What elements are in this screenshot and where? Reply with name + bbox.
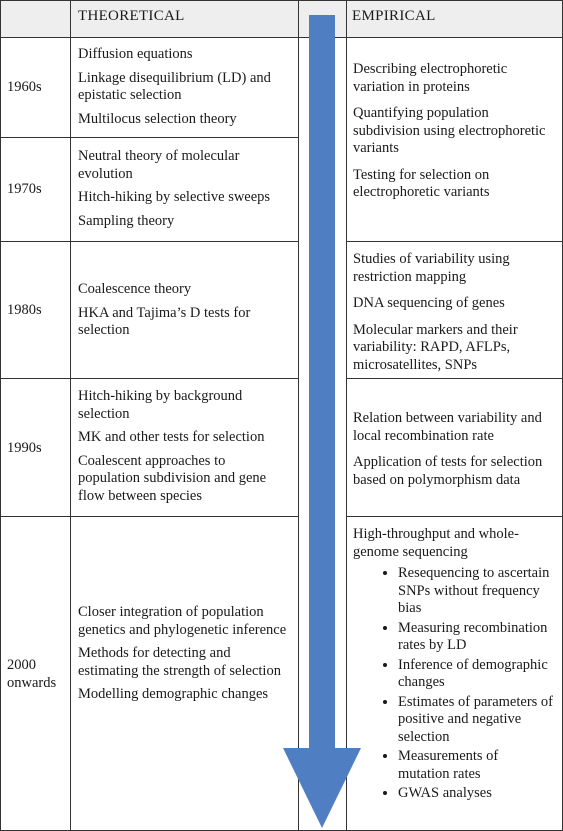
theoretical-cell-1980s (78, 281, 290, 346)
era-label-1960s: 1960s (7, 79, 42, 95)
theory-item: Neutral theory of molecular evolution (78, 148, 240, 182)
theory-item: Modelling demographic changes (78, 686, 269, 702)
era-label-1970s: 1970s (7, 181, 42, 197)
empirical-item: DNA sequencing of genes (353, 295, 505, 311)
empirical-item: Describing electrophoretic variation in proteins (353, 61, 508, 95)
theory-item: Linkage disequilibrium (LD) and epistatic selection (78, 69, 271, 103)
list-item: • Estimates of parameters of positive and negative selection (398, 694, 553, 747)
era-label-2000-onwards: 2000 onwards (7, 657, 57, 691)
header-theoretical: THEORETICAL (78, 8, 185, 24)
empirical-item: Testing for selection on electrophoretic variants (353, 166, 490, 200)
list-item: • Measurements of mutation rates (398, 748, 553, 783)
theoretical-cell-1960s (78, 46, 290, 134)
theory-item: Sampling theory (78, 212, 175, 229)
theory-item: Multilocus selection theory (78, 110, 237, 127)
theoretical-cell-2000s (78, 604, 290, 710)
empirical-item: Application of tests for selection based on polymorphism data (353, 454, 543, 488)
theory-item: Closer integration of population genetics and phylogenetic inference (78, 604, 287, 638)
theory-item: Diffusion equations (78, 46, 193, 62)
theory-item: Coalescent approaches to population subdivision and gene flow between species (78, 452, 267, 504)
theory-item: Hitch-hiking by background selection (78, 388, 243, 422)
header-empirical: EMPIRICAL (352, 8, 436, 24)
list-item: • Resequencing to ascertain SNPs without frequency bias (398, 565, 553, 618)
theory-item: MK and other tests for selection (78, 429, 265, 445)
empirical-cell-2000s (353, 526, 553, 805)
empirical-item: Studies of variability using restriction mapping (353, 251, 510, 285)
theoretical-cell-1970s (78, 148, 290, 236)
list-item: • Measuring recombination rates by LD (398, 620, 553, 655)
theoretical-cell-1990s (78, 388, 290, 511)
theory-item: Hitch-hiking by selective sweeps (78, 189, 271, 205)
empirical-cell-1980s (353, 251, 553, 383)
list-item: • Inference of demographic changes (398, 657, 553, 692)
empirical-item: Molecular markers and their variability: RAPD, AFLPs, microsatellites, SNPs (353, 321, 518, 373)
empirical-cell-1990s (353, 410, 553, 498)
empirical-bullet-list (353, 565, 553, 803)
era-label-1980s: 1980s (7, 302, 42, 318)
era-label-1990s: 1990s (7, 440, 42, 456)
list-item: • GWAS analyses (398, 785, 553, 803)
theory-item: Methods for detecting and estimating the strength of selection (78, 645, 281, 679)
empirical-item: Quantifying population subdivision using electrophoretic variants (353, 105, 546, 156)
empirical-item: Relation between variability and local recombination rate (353, 410, 542, 444)
empirical-cell-1960s-1970s (353, 61, 553, 211)
theory-item: Coalescence theory (78, 281, 192, 297)
empirical-intro: High-throughput and whole-genome sequencing (353, 526, 519, 560)
theory-item: HKA and Tajima’s D tests for selection (78, 304, 251, 338)
